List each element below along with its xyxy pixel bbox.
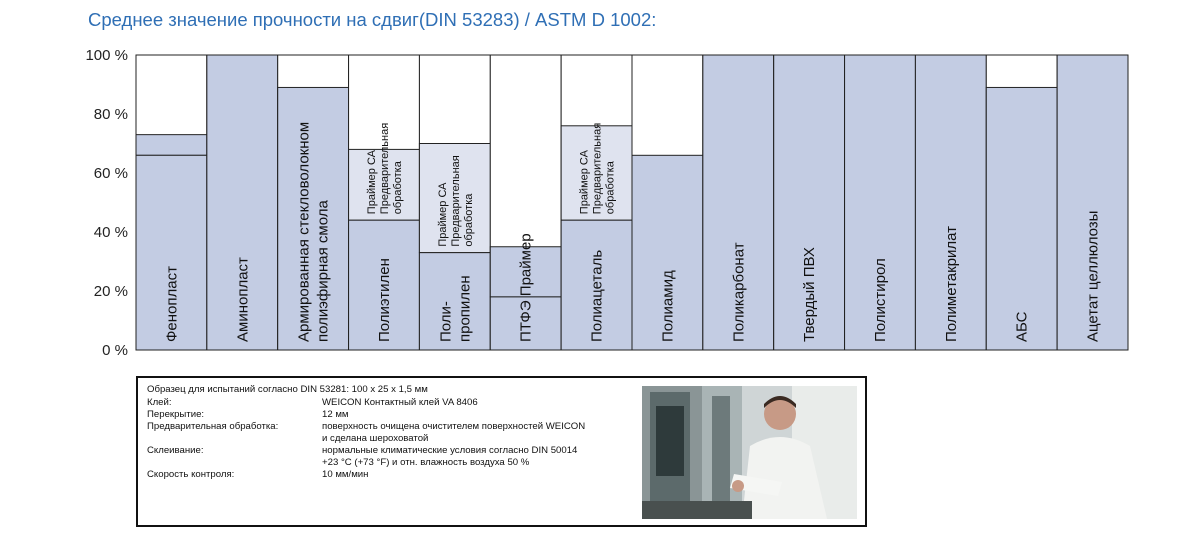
primer-label: Предварительная <box>591 122 604 215</box>
bar <box>419 253 490 350</box>
y-tick-label: 60 % <box>93 165 128 182</box>
bar-label: Полиацеталь <box>588 249 606 342</box>
primer-label: обработка <box>604 161 617 215</box>
primer-label: обработка <box>462 193 475 247</box>
condition-key: Клей: <box>147 397 172 408</box>
bar-label: Армированная стекловолокном <box>295 121 313 342</box>
y-tick-label: 20 % <box>93 283 128 300</box>
bar-label: пропилен <box>456 275 474 342</box>
bar-label: Аминопласт <box>234 257 252 342</box>
primer-label: Праймер СА <box>578 150 591 215</box>
condition-value: нормальные климатические условия согласно DIN 50014 +23 °C (+73 °F) и отн. влажность воздуха 50 % <box>322 445 578 468</box>
bar-label: Полиметакрилат <box>942 225 960 342</box>
condition-row <box>147 409 642 421</box>
y-tick-label: 100 % <box>85 47 128 64</box>
primer-label: обработка <box>392 161 404 215</box>
condition-row <box>147 445 642 469</box>
bar-label: Твердый ПВХ <box>801 247 819 342</box>
y-tick-label: 80 % <box>93 106 128 123</box>
condition-key: Перекрытие: <box>147 409 205 420</box>
bar-label: АБС <box>1013 311 1031 342</box>
bar <box>986 87 1057 350</box>
lab-photo <box>642 386 857 519</box>
bar-segment-primed <box>136 135 207 156</box>
bar-label: Фенопласт <box>163 266 181 342</box>
y-tick-label: 40 % <box>93 224 128 241</box>
y-tick-label: 0 % <box>102 342 128 359</box>
test-conditions-table <box>147 397 642 481</box>
test-conditions-box <box>136 376 867 527</box>
condition-row <box>147 397 642 409</box>
condition-row <box>147 469 642 481</box>
test-specimen-header: Образец для испытаний согласно DIN 53281: 100 x 25 x 1,5 мм <box>147 384 428 395</box>
condition-key: Склеивание: <box>147 445 204 456</box>
bar-label: Поликарбонат <box>730 242 748 342</box>
bar <box>278 87 349 350</box>
primer-label: Праймер СА <box>366 150 378 215</box>
condition-key: Предварительная обработка: <box>147 421 279 432</box>
bar-label: Полистирол <box>872 258 889 342</box>
bar-label: Ацетат целлюлозы <box>1084 210 1102 342</box>
condition-key: Скорость контроля: <box>147 469 235 480</box>
condition-value: поверхность очищена очистителем поверхностей WEICON и сделана шероховатой <box>322 421 586 444</box>
condition-value: 12 мм <box>322 409 349 420</box>
primer-label: Предварительная <box>379 122 391 215</box>
primer-label: Предварительная <box>449 155 462 247</box>
bar-label: полиэфирная смола <box>314 200 332 342</box>
bar-label: Полиамид <box>659 270 677 342</box>
bar-label: Поли- <box>437 301 455 342</box>
condition-value: 10 мм/мин <box>322 469 369 480</box>
condition-value: WEICON Контактный клей VA 8406 <box>322 397 478 408</box>
bar-label: Полиэтилен <box>376 258 393 342</box>
chart-title: Среднее значение прочности на сдвиг(DIN 53283) / ASTM D 1002: <box>88 9 657 30</box>
primer-label: Праймер СА <box>436 182 449 247</box>
condition-row <box>147 421 642 445</box>
bar-label: ПТФЭ Праймер <box>517 233 535 342</box>
